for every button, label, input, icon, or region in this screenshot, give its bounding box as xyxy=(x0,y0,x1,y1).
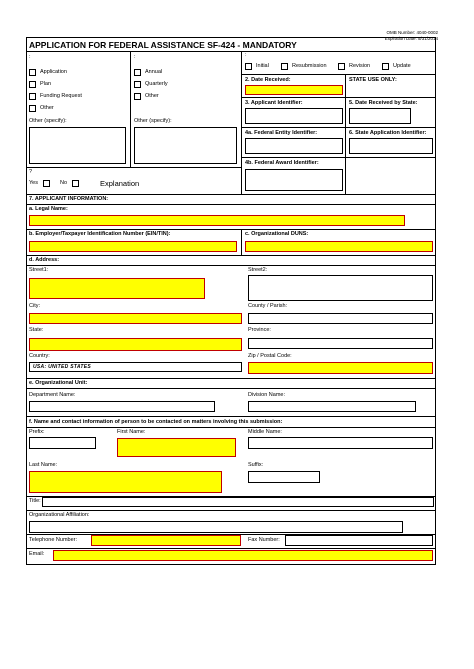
revision-label: Revision xyxy=(349,63,371,69)
update-label: Update xyxy=(393,63,411,69)
prefix-label: Prefix: xyxy=(29,429,45,435)
ein-tin-field[interactable] xyxy=(29,241,237,252)
legal-name-field[interactable] xyxy=(29,215,405,226)
other-checkbox[interactable] xyxy=(29,105,36,112)
section1-colon: : xyxy=(29,54,31,60)
state-application-identifier-field[interactable] xyxy=(349,138,433,154)
initial-label: Initial xyxy=(256,63,269,69)
address-label: d. Address: xyxy=(29,257,60,263)
divider xyxy=(130,51,131,167)
state-field[interactable] xyxy=(29,338,242,351)
street1-label: Street1: xyxy=(29,267,49,273)
affiliation-label: Organizational Affiliation: xyxy=(29,512,90,518)
street2-label: Street2: xyxy=(248,267,268,273)
date-received-state-field[interactable] xyxy=(349,108,411,124)
divider xyxy=(27,194,435,195)
annual-checkbox[interactable] xyxy=(134,69,141,76)
telephone-field[interactable] xyxy=(91,535,241,546)
application-checkbox[interactable] xyxy=(29,69,36,76)
quarterly-checkbox[interactable] xyxy=(134,81,141,88)
divider xyxy=(27,378,435,379)
question-mark: ? xyxy=(29,169,33,175)
applicant-info-heading: 7. APPLICANT INFORMATION: xyxy=(29,196,109,202)
first-name-label: First Name: xyxy=(117,429,146,435)
section3-colon: : xyxy=(245,52,247,58)
expiration-date: Expiration Date: 5/31/2014 xyxy=(384,36,438,41)
street1-field[interactable] xyxy=(29,278,205,299)
divider xyxy=(345,74,346,194)
divider xyxy=(241,51,242,194)
funding-request-label: Funding Request xyxy=(40,93,82,99)
contact-heading: f. Name and contact information of person to be contacted on matters involving this submission: xyxy=(29,419,283,425)
county-label: County / Parish: xyxy=(248,303,288,309)
last-name-label: Last Name: xyxy=(29,462,58,468)
no-label: No xyxy=(60,180,68,186)
other-specify-label: Other (specify): xyxy=(29,118,67,124)
federal-award-identifier-field[interactable] xyxy=(245,169,343,191)
divider xyxy=(241,157,435,158)
divider xyxy=(241,127,435,128)
divider xyxy=(27,229,435,230)
state-use-only-label: STATE USE ONLY: xyxy=(349,77,397,83)
divider xyxy=(27,204,435,205)
date-received-state-label: 5. Date Received by State: xyxy=(349,100,418,106)
divider xyxy=(241,229,242,255)
affiliation-field[interactable] xyxy=(29,521,403,533)
yes-label: Yes xyxy=(29,180,38,186)
explanation-label: Explanation xyxy=(100,179,140,188)
other-specify-field[interactable] xyxy=(29,127,126,164)
city-label: City: xyxy=(29,303,40,309)
fax-field[interactable] xyxy=(285,535,433,546)
applicant-identifier-label: 3. Applicant Identifier: xyxy=(245,100,303,106)
divider xyxy=(27,255,435,256)
ein-tin-label: b. Employer/Taxpayer Identification Number (EIN/TIN): xyxy=(29,231,171,237)
applicant-identifier-field[interactable] xyxy=(245,108,343,124)
divider xyxy=(27,416,435,417)
form-title: APPLICATION FOR FEDERAL ASSISTANCE SF-424 - MANDATORY xyxy=(29,40,297,50)
date-received-field[interactable] xyxy=(245,85,343,95)
divider xyxy=(27,510,435,511)
plan-label: Plan xyxy=(40,81,52,87)
county-field[interactable] xyxy=(248,313,433,324)
prefix-field[interactable] xyxy=(29,437,96,449)
zip-label: Zip / Postal Code: xyxy=(248,353,292,359)
no-checkbox[interactable] xyxy=(72,180,79,187)
form-frame xyxy=(26,37,436,565)
revision-checkbox[interactable] xyxy=(338,63,345,70)
divider xyxy=(27,167,241,168)
zip-field[interactable] xyxy=(248,362,433,374)
period-other-label: Other xyxy=(145,93,159,99)
resubmission-checkbox[interactable] xyxy=(281,63,288,70)
country-field[interactable]: USA: UNITED STATES xyxy=(29,362,242,372)
email-field[interactable] xyxy=(53,550,433,561)
annual-label: Annual xyxy=(145,69,163,75)
state-label: State: xyxy=(29,327,44,333)
middle-name-field[interactable] xyxy=(248,437,433,449)
divider xyxy=(27,265,435,266)
resubmission-label: Resubmission xyxy=(292,63,327,69)
divider xyxy=(27,548,435,549)
department-label: Department Name: xyxy=(29,392,76,398)
title-label: Title: xyxy=(29,498,41,504)
federal-award-identifier-label: 4b. Federal Award Identifier: xyxy=(245,160,319,166)
state-application-identifier-label: 6. State Application Identifier: xyxy=(349,130,427,136)
org-unit-label: e. Organizational Unit: xyxy=(29,380,88,386)
date-received-label: 2. Date Received: xyxy=(245,77,291,83)
suffix-label: Suffix: xyxy=(248,462,264,468)
telephone-label: Telephone Number: xyxy=(29,537,78,543)
department-field[interactable] xyxy=(29,401,215,412)
federal-entity-identifier-label: 4a. Federal Entity Identifier: xyxy=(245,130,318,136)
plan-checkbox[interactable] xyxy=(29,81,36,88)
application-label: Application xyxy=(40,69,67,75)
divider xyxy=(241,74,435,75)
email-label: Email: xyxy=(29,551,45,557)
title-field[interactable] xyxy=(42,497,434,507)
omb-number: OMB Number: 4040-0002 xyxy=(386,30,438,35)
divider xyxy=(27,51,435,52)
province-label: Province: xyxy=(248,327,271,333)
fax-label: Fax Number: xyxy=(248,537,280,543)
duns-field[interactable] xyxy=(245,241,433,252)
divider xyxy=(241,97,435,98)
duns-label: c. Organizational DUNS: xyxy=(245,231,309,237)
suffix-field[interactable] xyxy=(248,471,320,483)
yes-checkbox[interactable] xyxy=(43,180,50,187)
initial-checkbox[interactable] xyxy=(245,63,252,70)
other-label: Other xyxy=(40,105,54,111)
funding-request-checkbox[interactable] xyxy=(29,93,36,100)
last-name-field[interactable] xyxy=(29,471,222,493)
divider xyxy=(27,427,435,428)
period-other-checkbox[interactable] xyxy=(134,93,141,100)
section2-colon: : xyxy=(134,54,136,60)
country-label: Country: xyxy=(29,353,50,359)
divider xyxy=(27,388,435,389)
first-name-field[interactable] xyxy=(117,438,236,457)
city-field[interactable] xyxy=(29,313,242,324)
federal-entity-identifier-field[interactable] xyxy=(245,138,343,154)
middle-name-label: Middle Name: xyxy=(248,429,282,435)
division-field[interactable] xyxy=(248,401,416,412)
legal-name-label: a. Legal Name: xyxy=(29,206,68,212)
street2-field[interactable] xyxy=(248,275,433,301)
quarterly-label: Quarterly xyxy=(145,81,168,87)
period-other-specify-label: Other (specify): xyxy=(134,118,172,124)
period-other-specify-field[interactable] xyxy=(134,127,237,164)
update-checkbox[interactable] xyxy=(382,63,389,70)
division-label: Division Name: xyxy=(248,392,285,398)
province-field[interactable] xyxy=(248,338,433,349)
